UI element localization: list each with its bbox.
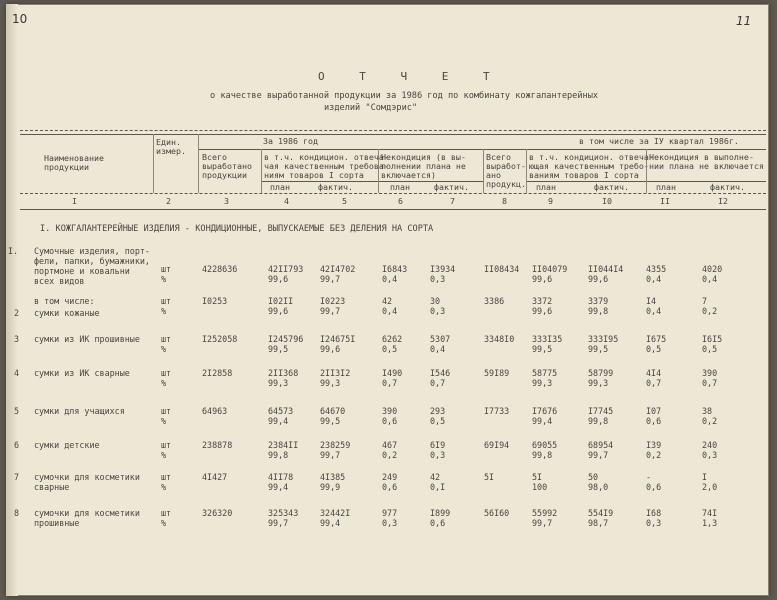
- header-cond-quarter: в т.ч. кондицион. отвеча- ющая качественным требо- ваниям товаров I сорта: [529, 152, 654, 180]
- col-number: 6: [398, 196, 403, 206]
- report-subtitle-line-2: изделий "Сомдэрис": [324, 103, 418, 113]
- cell-q-noncond-plan: I68 0,3: [646, 508, 662, 528]
- cell-noncond-fact: I899 0,6: [430, 508, 451, 528]
- row-number: 5: [14, 406, 20, 416]
- cell-cond-plan: 64573 99,4: [268, 406, 294, 426]
- header-name: Наименование продукции: [44, 153, 104, 172]
- cell-total-year: 2I2858: [202, 368, 233, 378]
- cell-noncond-plan: 390 0,6: [382, 406, 398, 426]
- cell-cond-plan: 4II78 99,4: [268, 472, 294, 492]
- cell-q-noncond-fact: 390 0,7: [702, 368, 718, 388]
- cell-q-noncond-fact: I6I5 0,5: [702, 334, 723, 354]
- cell-q-noncond-fact: I 2,0: [702, 472, 718, 492]
- cell-q-cond-fact: I7745 99,8: [588, 406, 614, 426]
- row-name: сумки для учащихся: [34, 406, 125, 416]
- cell-total-quarter: 56I60: [484, 508, 510, 518]
- cell-q-noncond-plan: 4I4 0,7: [646, 368, 662, 388]
- cell-total-year: 64963: [202, 406, 228, 416]
- row-name: в том числе:: [34, 296, 95, 306]
- cell-cond-plan: I245796 99,5: [268, 334, 304, 354]
- cell-noncond-fact: 293 0,5: [430, 406, 446, 426]
- row-unit: шт %: [161, 406, 172, 426]
- page-number-left: 10: [12, 12, 28, 26]
- header-total-quarter: Всего выработ- ано продукц.: [486, 152, 526, 189]
- cell-q-cond-fact: 50 98,0: [588, 472, 609, 492]
- cell-cond-plan: 2384II 99,8: [268, 440, 299, 460]
- cell-cond-fact: 2II3I2 99,3: [320, 368, 351, 388]
- cell-q-noncond-plan: - 0,6: [646, 472, 662, 492]
- cell-q-cond-plan: 333I35 99,5: [532, 334, 563, 354]
- col-number: 7: [450, 196, 455, 206]
- cell-noncond-plan: 977 0,3: [382, 508, 398, 528]
- cell-noncond-plan: I490 0,7: [382, 368, 403, 388]
- row-name: сумки из ИК прошивные: [34, 334, 140, 344]
- cell-cond-plan: 42II793 99,6: [268, 264, 304, 284]
- cell-q-cond-fact: 58799 99,3: [588, 368, 614, 388]
- cell-total-quarter: II08434: [484, 264, 520, 274]
- header-plan: план: [390, 182, 410, 192]
- cell-q-cond-fact: 333I95 99,5: [588, 334, 619, 354]
- cell-q-cond-plan: 3372 99,6: [532, 296, 553, 316]
- cell-noncond-plan: 467 0,2: [382, 440, 398, 460]
- col-sep: [261, 149, 262, 193]
- cell-noncond-fact: I546 0,7: [430, 368, 451, 388]
- cell-q-noncond-plan: I4 0,4: [646, 296, 662, 316]
- cell-total-year: 4228636: [202, 264, 238, 274]
- row-number: I.: [8, 246, 19, 256]
- cell-q-cond-plan: II04079 99,6: [532, 264, 568, 284]
- header-noncond-quarter: Некондиция в выполне- нии плана не включается: [649, 152, 764, 171]
- cell-q-noncond-fact: 4020 0,4: [702, 264, 723, 284]
- col-number: 8: [502, 196, 507, 206]
- cell-cond-fact: 64670 99,5: [320, 406, 346, 426]
- row-number: 6: [14, 440, 20, 450]
- cell-cond-fact: 32442I 99,4: [320, 508, 351, 528]
- table-row: [6, 508, 769, 548]
- header-plan: план: [656, 182, 676, 192]
- cell-total-quarter: I7733: [484, 406, 510, 416]
- row-name: сумки кожаные: [34, 308, 100, 318]
- cell-total-quarter: 3348I0: [484, 334, 515, 344]
- col-sep: [483, 149, 484, 193]
- cell-total-quarter: 59I89: [484, 368, 510, 378]
- col-sep: [526, 149, 527, 193]
- row-unit: шт %: [161, 296, 172, 316]
- row-name: сумочки для косметики сварные: [34, 472, 140, 492]
- header-top-rule: [20, 130, 766, 131]
- cell-q-noncond-fact: 7 0,2: [702, 296, 718, 316]
- col-number: I2: [718, 196, 728, 206]
- cell-cond-plan: 325343 99,7: [268, 508, 299, 528]
- cell-q-noncond-plan: I07 0,6: [646, 406, 662, 426]
- cell-total-quarter: 3386: [484, 296, 505, 306]
- header-top-rule-2: [20, 134, 766, 135]
- header-year: За 1986 год: [263, 136, 318, 146]
- cell-cond-fact: I24675I 99,6: [320, 334, 356, 354]
- row-unit: шт %: [161, 264, 172, 284]
- cell-noncond-plan: I6843 0,4: [382, 264, 408, 284]
- row-unit: шт %: [161, 508, 172, 528]
- cell-total-year: 4I427: [202, 472, 228, 482]
- row-number: 3: [14, 334, 20, 344]
- page-number-right: 11: [736, 14, 752, 28]
- cell-q-cond-fact: 3379 99,8: [588, 296, 609, 316]
- cell-total-year: 238878: [202, 440, 233, 450]
- cell-noncond-plan: 249 0,6: [382, 472, 398, 492]
- cell-q-noncond-fact: 38 0,2: [702, 406, 718, 426]
- row-number: 7: [14, 472, 20, 482]
- col-number: I0: [602, 196, 612, 206]
- cell-cond-plan: I02II 99,6: [268, 296, 294, 316]
- cell-cond-fact: 4I385 99,9: [320, 472, 346, 492]
- cell-cond-fact: 238259 99,7: [320, 440, 351, 460]
- header-noncond-year: Некондиция (в вы- полнении плана не включается): [381, 152, 466, 180]
- cell-q-cond-plan: 69055 99,8: [532, 440, 558, 460]
- cell-q-cond-plan: 55992 99,7: [532, 508, 558, 528]
- header-fact: фактич.: [710, 182, 745, 192]
- report-title: О Т Ч Е Т: [318, 70, 504, 83]
- row-number: 2: [14, 308, 20, 318]
- col-number: 2: [166, 196, 171, 206]
- cell-q-cond-fact: 554I9 98,7: [588, 508, 614, 528]
- cell-total-quarter: 5I: [484, 472, 495, 482]
- col-number: 4: [284, 196, 289, 206]
- row-name: сумочки для косметики прошивные: [34, 508, 140, 528]
- cell-q-cond-plan: 58775 99,3: [532, 368, 558, 388]
- cell-q-cond-plan: 5I 100: [532, 472, 548, 492]
- col-sep: [153, 134, 154, 193]
- header-fact: фактич.: [594, 182, 629, 192]
- cell-q-noncond-plan: I39 0,2: [646, 440, 662, 460]
- row-name: сумки из ИК сварные: [34, 368, 130, 378]
- section-title: I. КОЖГАЛАНТЕРЕЙНЫЕ ИЗДЕЛИЯ - КОНДИЦИОННЫЕ, ВЫПУСКАЕМЫЕ БЕЗ ДЕЛЕНИЯ НА СОРТА: [40, 224, 434, 234]
- row-unit: шт %: [161, 472, 172, 492]
- report-subtitle-line-1: о качестве выработанной продукции за 1986 год по комбинату кожгалантерейных: [210, 91, 599, 101]
- col-number: I: [72, 196, 77, 206]
- cell-noncond-fact: 5307 0,4: [430, 334, 451, 354]
- cell-total-year: I252058: [202, 334, 238, 344]
- cell-q-cond-plan: I7676 99,4: [532, 406, 558, 426]
- cell-noncond-fact: I3934 0,3: [430, 264, 456, 284]
- header-group-rule: [198, 149, 766, 150]
- header-plan: план: [536, 182, 556, 192]
- cell-noncond-fact: 6I9 0,3: [430, 440, 446, 460]
- cell-cond-fact: 42I4702 99,7: [320, 264, 356, 284]
- cell-q-cond-fact: II044I4 99,6: [588, 264, 624, 284]
- cell-q-noncond-fact: 74I 1,3: [702, 508, 718, 528]
- row-unit: шт %: [161, 440, 172, 460]
- cell-q-noncond-plan: I675 0,5: [646, 334, 667, 354]
- row-name: сумки детские: [34, 440, 100, 450]
- header-total-year: Всего выработано продукции: [202, 152, 252, 180]
- table-row: [6, 296, 769, 336]
- col-number: 3: [224, 196, 229, 206]
- header-plan: план: [270, 182, 290, 192]
- row-number: 8: [14, 508, 20, 518]
- header-fact: фактич.: [318, 182, 353, 192]
- cell-q-noncond-plan: 4355 0,4: [646, 264, 667, 284]
- cell-q-noncond-fact: 240 0,3: [702, 440, 718, 460]
- table-row: [6, 368, 769, 408]
- header-fact: фактич.: [434, 182, 469, 192]
- col-number: 5: [342, 196, 347, 206]
- col-number: 9: [548, 196, 553, 206]
- col-numbers-rule: [20, 209, 766, 210]
- cell-total-quarter: 69I94: [484, 440, 510, 450]
- cell-cond-fact: I0223 99,7: [320, 296, 346, 316]
- table-row: [6, 472, 769, 512]
- cell-total-year: 326320: [202, 508, 233, 518]
- header-unit: Един. измер.: [156, 137, 186, 156]
- row-unit: шт %: [161, 334, 172, 354]
- table-row: [6, 246, 769, 286]
- col-sep: [198, 134, 199, 193]
- cell-noncond-plan: 42 0,4: [382, 296, 398, 316]
- cell-noncond-fact: 42 0,I: [430, 472, 446, 492]
- row-name: Сумочные изделия, порт- фели, папки, бумажники, портмоне и ковальни всех видов: [34, 246, 150, 286]
- header-quarter: в том числе за IУ квартал 1986г.: [579, 136, 739, 146]
- cell-cond-plan: 2II368 99,3: [268, 368, 299, 388]
- col-number: II: [660, 196, 670, 206]
- report-page: [6, 4, 769, 596]
- cell-total-year: I0253: [202, 296, 228, 306]
- cell-q-cond-fact: 68954 99,7: [588, 440, 614, 460]
- row-number: 4: [14, 368, 20, 378]
- cell-noncond-plan: 6262 0,5: [382, 334, 403, 354]
- header-bottom-rule: [20, 193, 766, 194]
- header-cond-year: в т.ч. кондицион. отвеча- чая качественным требова- ниям товаров I сорта: [264, 152, 389, 180]
- row-unit: шт %: [161, 368, 172, 388]
- cell-noncond-fact: 30 0,3: [430, 296, 446, 316]
